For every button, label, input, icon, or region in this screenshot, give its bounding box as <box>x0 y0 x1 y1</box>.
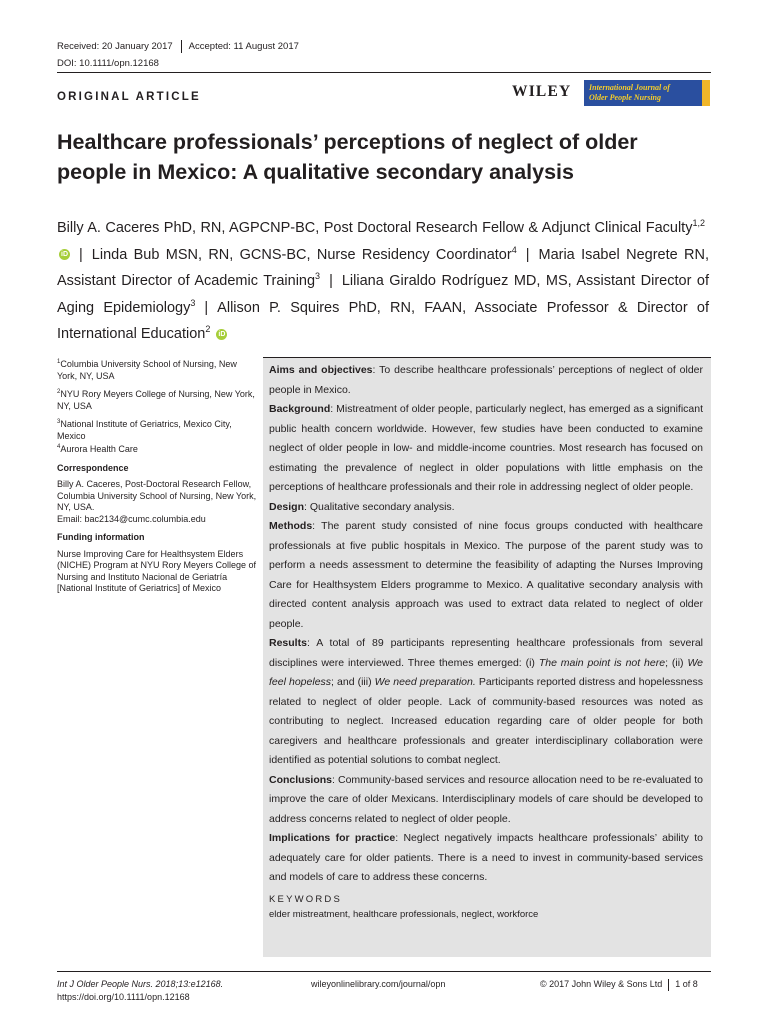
author-giraldo: Liliana Giraldo Rodríguez MD, MS, Assistant Director of Aging Epidemiology <box>57 273 709 316</box>
keywords-list: elder mistreatment, healthcare professionals, neglect, workforce <box>269 908 539 920</box>
footer-rule <box>57 971 711 972</box>
abstract-design <box>269 498 703 518</box>
correspondence-address: Billy A. Caceres, Post-Doctoral Research Fellow, Columbia University School of Nursing, New York, NY, USA. <box>57 479 257 512</box>
orcid-icon[interactable]: iD <box>218 330 226 338</box>
conclusions-text: : Community-based services and resource allocation need to be re-evaluated to improve the care of older Mexicans. Interdisciplinary models of care should be developed to address concerns related to neglect of older people. <box>269 773 703 825</box>
affiliation-text: NYU Rory Meyers College of Nursing, New York, NY, USA <box>57 389 255 411</box>
journal-name-line2: Older People Nursing <box>589 92 661 102</box>
correspondence-heading: Correspondence <box>57 462 129 473</box>
abstract-box <box>263 357 711 957</box>
affiliation-text: Aurora Health Care <box>60 444 138 454</box>
author-giraldo-affiliations: 3 <box>190 297 196 308</box>
author-bub: Linda Bub MSN, RN, GCNS-BC, Nurse Residency Coordinator <box>91 246 512 263</box>
affiliation-number: 1 <box>57 359 61 365</box>
affiliation-text: National Institute of Geriatrics, Mexico City, Mexico <box>57 419 232 441</box>
implications-label: Implications for practice <box>269 832 396 844</box>
aims-label: Aims and objectives <box>269 364 373 376</box>
accepted-date: Accepted: 11 August 2017 <box>188 41 299 53</box>
author-separator: | <box>525 246 530 263</box>
footer-citation: Int J Older People Nurs. 2018;13:e12168. <box>57 979 224 989</box>
author-bub-affiliations: 4 <box>511 244 517 255</box>
author-squires: Allison P. Squires PhD, RN, FAAN, Associate Professor & Director of International Education <box>57 299 709 342</box>
abstract-aims <box>269 361 703 400</box>
article-dates <box>57 40 299 53</box>
author-squires-affiliations: 2 <box>205 324 211 335</box>
abstract-background <box>269 400 703 498</box>
keywords-label: KEYWORDS <box>269 893 343 905</box>
results-theme-1: The main point is not here <box>538 656 666 669</box>
correspondence-text <box>57 479 257 525</box>
results-label: Results <box>269 637 307 649</box>
date-divider <box>181 40 182 53</box>
author-caceres: Billy A. Caceres PhD, RN, AGPCNP-BC, Post Doctoral Research Fellow & Adjunct Clinical Faculty <box>57 220 693 236</box>
header-rule <box>57 72 711 73</box>
design-text: : Qualitative secondary analysis. <box>304 500 455 513</box>
abstract-implications <box>269 829 703 888</box>
footer-citation-block <box>57 978 223 1004</box>
affiliation-number: 3 <box>57 419 61 425</box>
affiliation-item <box>57 357 257 382</box>
methods-text: : The parent study consisted of nine focus groups conducted with healthcare professionals at five public hospitals in Mexico. The purpose of the parent study was to perform a needs assessment to determine the feasibility of adapting the Nurses Improving Care for Healthsystem Elders programme to Mexico. A qualitative secondary analysis with directed content analysis approach was used to extract data related to neglect of older people. <box>269 520 703 630</box>
affiliations-column <box>57 357 257 595</box>
results-text: : A total of 89 participants representing healthcare professionals from several disciplines were interviewed. Three themes emerged: (i) <box>269 637 703 669</box>
page-number: 1 of 8 <box>675 979 698 989</box>
funding-text: Nurse Improving Care for Healthsystem Elders (NICHE) Program at NYU Rory Meyers College of Nursing and Instituto Nacional de Geriatría [National Institute of Geriatrics] of Mexico <box>57 548 257 593</box>
footer-doi-link[interactable]: https://doi.org/10.1111/opn.12168 <box>57 992 190 1002</box>
journal-name-line1: International Journal of <box>589 83 670 92</box>
abstract-conclusions <box>269 771 703 830</box>
abstract-methods <box>269 517 703 634</box>
received-date: Received: 20 January 2017 <box>57 41 173 53</box>
author-negrete-affiliations: 3 <box>315 271 321 282</box>
affiliation-number: 4 <box>57 444 61 450</box>
results-text: ; and (iii) <box>331 676 375 688</box>
author-separator: | <box>79 246 83 263</box>
author-separator: | <box>204 299 209 316</box>
results-text: ; (ii) <box>665 656 688 669</box>
design-label: Design <box>269 500 305 513</box>
publisher-logo: WILEY <box>512 83 572 100</box>
doi[interactable]: DOI: 10.1111/opn.12168 <box>57 58 159 69</box>
results-text: Participants reported distress and hopelessness related to neglect of older people. Lack of community-based resources was noted as contributing to neglect. Increased education regarding care of older people for both caregivers and healthcare professionals and greater interdisciplinary collaboration were identified as potential solutions to combat neglect. <box>269 676 703 766</box>
journal-logo <box>584 80 702 106</box>
footer-divider <box>668 979 669 991</box>
conclusions-label: Conclusions <box>269 773 333 786</box>
footer-copyright: © 2017 John Wiley & Sons Ltd <box>540 979 663 989</box>
affiliation-item <box>57 387 257 412</box>
author-caceres-affiliations: 1,2 <box>692 218 705 229</box>
affiliation-number: 2 <box>57 389 61 395</box>
results-theme-3: We need preparation. <box>374 676 476 688</box>
abstract-results <box>269 634 703 771</box>
affiliation-item <box>57 442 257 456</box>
background-text: : Mistreatment of older people, particularly neglect, has emerged as a significant public health concern worldwide. However, few studies have been conducted to examine neglect of older people in low- and middle-income countries. Most research has focused on estimating the prevalence of neglect in older populations with little emphasis on the perceptions of healthcare professionals and their role in addressing neglect of older people. <box>269 403 703 493</box>
aims-text: : To describe healthcare professionals’ perceptions of neglect of older people in Mexico. <box>269 364 703 396</box>
journal-logo-tab <box>702 80 710 106</box>
methods-label: Methods <box>269 520 313 532</box>
orcid-icon[interactable]: iD <box>61 251 68 259</box>
affiliation-item <box>57 417 257 442</box>
footer-site-link[interactable]: wileyonlinelibrary.com/journal/opn <box>311 979 446 989</box>
section-label: ORIGINAL ARTICLE <box>57 91 201 103</box>
background-label: Background <box>269 403 331 415</box>
funding-heading: Funding information <box>57 532 145 542</box>
article-title: Healthcare professionals’ perceptions of neglect of older people in Mexico: A qualitative secondary analysis <box>57 130 638 184</box>
implications-text: : Neglect negatively impacts healthcare professionals’ ability to adequately care for older patients. There is a need to invest in community-based services and models of care to address these concerns. <box>269 832 704 883</box>
affiliation-text: Columbia University School of Nursing, New York, NY, USA <box>57 359 237 381</box>
footer-right <box>540 978 698 991</box>
results-theme-2: We feel hopeless <box>269 656 703 688</box>
author-negrete: Maria Isabel Negrete RN, Assistant Director of Academic Training <box>57 246 710 289</box>
author-list <box>57 215 709 348</box>
author-separator: | <box>329 273 333 289</box>
correspondence-email[interactable]: Email: bac2134@cumc.columbia.edu <box>57 513 206 524</box>
